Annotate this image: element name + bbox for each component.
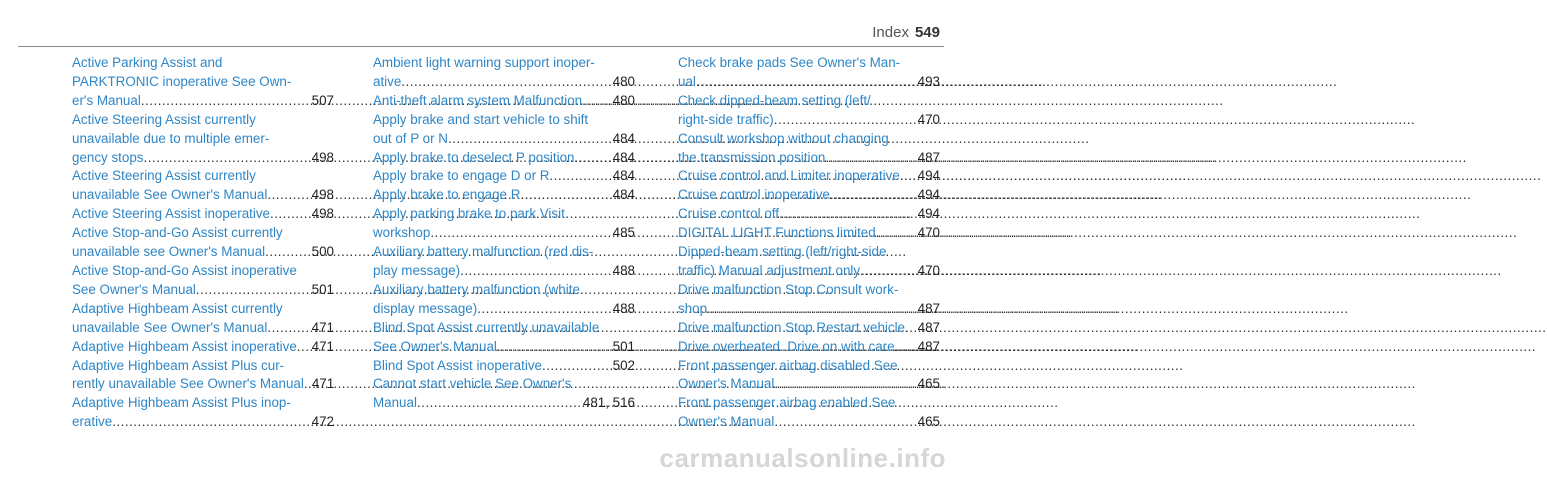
index-entry-page[interactable]: 484 <box>612 130 635 146</box>
index-entry-line[interactable]: Adaptive Highbeam Assist Plus inop- <box>72 395 291 411</box>
index-entry-page[interactable]: 480 <box>612 73 635 89</box>
index-entry[interactable] <box>678 338 940 357</box>
dot-leader <box>696 73 914 92</box>
index-entry[interactable] <box>373 54 635 92</box>
index-entry[interactable] <box>373 92 635 111</box>
index-entry-last-row <box>678 167 940 186</box>
index-entry[interactable] <box>373 205 635 243</box>
dot-leader <box>112 413 307 432</box>
index-entry-line[interactable]: Active Parking Assist and <box>72 55 223 70</box>
index-entry-text <box>72 357 334 395</box>
index-entry[interactable] <box>373 281 635 319</box>
index-entry-last-row <box>678 224 940 243</box>
dot-leader <box>430 224 608 243</box>
index-entry-last-row <box>373 357 635 376</box>
index-entry[interactable] <box>678 54 940 92</box>
index-entry-last-row <box>373 149 635 168</box>
index-entry-line[interactable]: gency stops <box>72 149 144 165</box>
index-entry-line[interactable]: Apply brake to engage D or R <box>373 168 550 184</box>
index-entry-text <box>373 205 635 243</box>
index-column-1 <box>72 54 334 432</box>
index-entry-text <box>373 281 635 319</box>
index-entry-text <box>72 205 334 224</box>
dot-leader <box>574 149 608 168</box>
index-entry-line[interactable]: Owner's Manual <box>678 376 775 392</box>
index-entry-line[interactable]: Cruise control and Limiter inoperative <box>678 168 900 184</box>
index-entry-line[interactable]: Consult workshop without changing <box>678 130 889 146</box>
index-entry-line[interactable]: Dipped-beam setting (left/right-side <box>678 244 887 260</box>
index-entry-last-row <box>373 186 635 205</box>
index-entry-page[interactable]: 488 <box>612 300 635 316</box>
dot-leader <box>477 300 608 319</box>
index-entry-last-row <box>72 413 334 432</box>
index-entry-page[interactable]: 501 <box>612 338 635 354</box>
dot-leader <box>774 413 913 432</box>
index-entry-line[interactable]: See Owner's Manual <box>72 281 196 297</box>
index-entry[interactable] <box>373 149 635 168</box>
index-entry[interactable] <box>373 243 635 281</box>
index-entry-line[interactable]: play message) <box>373 262 461 278</box>
index-entry-line[interactable]: Drive malfunction Stop Restart vehicle <box>678 319 905 335</box>
dot-leader <box>876 224 914 243</box>
index-column-3 <box>678 54 940 432</box>
index-entry-last-row <box>678 149 940 168</box>
dot-leader <box>267 186 307 205</box>
index-entry-last-row <box>678 262 940 281</box>
index-entry[interactable] <box>373 319 635 357</box>
index-entry-page[interactable]: 494 <box>917 168 940 184</box>
index-entry-line[interactable]: Cannot start vehicle See Owner's <box>373 376 572 392</box>
index-entry-text <box>678 394 940 432</box>
dot-leader <box>265 243 308 262</box>
index-entry-line[interactable]: out of P or N <box>373 130 448 146</box>
index-entry-last-row <box>678 375 940 394</box>
dot-leader <box>542 357 609 376</box>
index-entry[interactable] <box>678 205 940 224</box>
dot-leader <box>270 205 308 224</box>
index-entry-last-row <box>72 338 334 357</box>
index-entry-page[interactable]: 471 <box>311 319 334 335</box>
index-entry-line[interactable]: PARKTRONIC inoperative See Own- <box>72 73 292 89</box>
index-entry-line[interactable]: Active Stop-and-Go Assist inoperative <box>72 262 297 278</box>
index-entry-line[interactable]: DIGITAL LIGHT Functions limited <box>678 225 876 241</box>
dot-leader <box>448 130 609 149</box>
index-entry-last-row <box>72 92 334 111</box>
index-entry-page[interactable]: 481, 516 <box>582 395 635 411</box>
dot-leader <box>141 92 308 111</box>
index-entry[interactable] <box>72 205 334 224</box>
index-entry-last-row <box>678 319 940 338</box>
index-entry-line[interactable]: Owner's Manual <box>678 414 775 430</box>
index-entry-text <box>678 92 940 130</box>
index-entry[interactable] <box>678 186 940 205</box>
index-entry-last-row <box>72 243 334 262</box>
index-entry-last-row <box>373 92 635 111</box>
index-entry-line[interactable]: Apply parking brake to park Visit <box>373 206 565 222</box>
dot-leader <box>774 111 914 130</box>
index-entry[interactable] <box>373 167 635 186</box>
dot-leader <box>900 167 914 186</box>
index-entry-text <box>678 54 940 92</box>
index-entry-text <box>72 54 334 111</box>
index-entry-last-row <box>373 130 635 149</box>
index-entry-line[interactable]: Blind Spot Assist inoperative <box>373 357 542 373</box>
index-entry[interactable] <box>678 92 940 130</box>
index-entry-line[interactable]: Auxiliary battery malfunction (red dis- <box>373 244 594 260</box>
dot-leader <box>497 338 609 357</box>
index-entry[interactable] <box>678 394 940 432</box>
watermark: carmanualsonline.info <box>659 443 946 473</box>
index-entry-line[interactable]: Active Steering Assist inoperative <box>72 206 270 222</box>
index-entry-page[interactable]: 488 <box>612 262 635 278</box>
dot-leader <box>401 73 608 92</box>
index-entry-last-row <box>373 73 635 92</box>
index-entry[interactable] <box>72 167 334 205</box>
index-entry-last-row <box>678 111 940 130</box>
index-entry-line[interactable]: display message) <box>373 300 478 316</box>
index-entry-line[interactable]: rently unavailable See Owner's Manual <box>72 376 304 392</box>
index-entry-line[interactable]: Manual <box>373 395 417 411</box>
index-entry-last-row <box>72 375 334 394</box>
index-entry[interactable] <box>72 357 334 395</box>
index-entry-page[interactable]: 487 <box>917 149 940 165</box>
index-entry-text <box>72 394 334 432</box>
dot-leader <box>297 338 308 357</box>
index-entry[interactable] <box>373 357 635 376</box>
index-entry-last-row <box>72 319 334 338</box>
page-header <box>872 24 940 41</box>
dot-leader <box>143 149 307 168</box>
index-entry-page[interactable]: 484 <box>612 168 635 184</box>
index-entry-text <box>678 167 940 186</box>
dot-leader <box>774 375 913 394</box>
index-entry-text <box>373 54 635 92</box>
index-entry-line[interactable]: Apply brake to deselect P position <box>373 149 575 165</box>
index-entry[interactable] <box>678 167 940 186</box>
index-entry-page[interactable]: 472 <box>311 414 334 430</box>
index-entry-line[interactable]: Cruise control inoperative <box>678 187 830 203</box>
index-entry-text <box>373 92 635 111</box>
index-entry-page[interactable]: 465 <box>917 376 940 392</box>
index-entry-line[interactable]: Ambient light warning support inoper- <box>373 55 595 70</box>
index-entry-page[interactable]: 493 <box>917 73 940 89</box>
index-entry-line[interactable]: Apply brake to engage R <box>373 187 521 203</box>
index-entry-page[interactable]: 498 <box>311 206 334 222</box>
index-entry-line[interactable]: unavailable due to multiple emer- <box>72 130 270 146</box>
index-entry-text <box>678 186 940 205</box>
index-entry-line[interactable]: Active Steering Assist currently <box>72 168 256 184</box>
index-entry[interactable] <box>72 300 334 338</box>
index-entry-last-row <box>373 300 635 319</box>
index-entry-line[interactable]: Adaptive Highbeam Assist inoperative <box>72 338 297 354</box>
index-entry-text <box>373 357 635 376</box>
dot-leader <box>707 300 914 319</box>
index-entry-line[interactable]: Check dipped-beam setting (left/ <box>678 92 871 108</box>
dot-leader <box>860 262 914 281</box>
index-entry-page[interactable]: 494 <box>917 206 940 222</box>
index-entry-text <box>373 111 635 149</box>
index-entry-line[interactable]: the transmission position <box>678 149 826 165</box>
index-entry-line[interactable]: Active Stop-and-Go Assist currently <box>72 225 283 241</box>
header-page-number: 549 <box>914 24 940 41</box>
index-entry-line[interactable]: See Owner's Manual <box>373 338 497 354</box>
index-entry-last-row <box>678 186 940 205</box>
index-entry[interactable] <box>678 319 940 338</box>
index-entry[interactable] <box>72 394 334 432</box>
index-entry-line[interactable]: workshop <box>373 225 431 241</box>
index-entry[interactable] <box>373 186 635 205</box>
index-entry-line[interactable]: ative <box>373 73 402 89</box>
index-entry[interactable] <box>678 281 940 319</box>
index-entry-last-row <box>72 205 334 224</box>
index-entry-page[interactable]: 501 <box>311 281 334 297</box>
index-entry-text <box>678 319 940 338</box>
index-entry-last-row <box>678 205 940 224</box>
index-entry-page[interactable]: 470 <box>917 262 940 278</box>
dot-leader <box>825 149 913 168</box>
index-entry-page[interactable]: 487 <box>917 319 940 335</box>
index-entry-text <box>373 167 635 186</box>
index-entry-text <box>72 300 334 338</box>
index-entry-line[interactable]: traffic) Manual adjustment only <box>678 262 861 278</box>
index-entry-line[interactable]: Cruise control off <box>678 206 779 222</box>
dot-leader <box>905 319 914 338</box>
header-title: Index <box>872 24 909 41</box>
index-entry[interactable] <box>678 243 940 281</box>
index-entry[interactable] <box>72 111 334 168</box>
index-entry-page[interactable]: 494 <box>917 187 940 203</box>
index-entry-line[interactable]: er's Manual <box>72 92 141 108</box>
dot-leader <box>196 281 308 300</box>
index-entry-page[interactable]: 465 <box>917 414 940 430</box>
dot-leader <box>267 319 307 338</box>
index-entry-page[interactable]: 470 <box>917 111 940 127</box>
index-entry-page[interactable]: 507 <box>311 92 334 108</box>
index-entry-line[interactable]: Front passenger airbag enabled See <box>678 395 896 411</box>
dot-leader <box>895 338 914 357</box>
index-entry[interactable] <box>373 111 635 149</box>
dot-leader <box>520 186 608 205</box>
index-entry-last-row <box>678 73 940 92</box>
index-entry-last-row <box>373 338 635 357</box>
index-entry[interactable] <box>373 375 635 413</box>
index-entry-text <box>72 262 334 300</box>
index-entry-text <box>373 186 635 205</box>
index-entry-last-row <box>373 167 635 186</box>
header-divider <box>18 46 944 47</box>
dot-leader <box>549 167 608 186</box>
index-entry-last-row <box>72 186 334 205</box>
index-entry-text <box>678 338 940 357</box>
index-entry-page[interactable]: 502 <box>612 357 635 373</box>
index-entry-line[interactable]: unavailable See Owner's Manual <box>72 319 268 335</box>
index-entry-line[interactable]: Blind Spot Assist currently unavailable <box>373 319 600 335</box>
dot-leader <box>779 205 914 224</box>
index-entry-text <box>373 243 635 281</box>
index-entry-line[interactable]: Front passenger airbag disabled See <box>678 357 898 373</box>
index-entry[interactable] <box>72 54 334 111</box>
index-entry-text <box>678 130 940 168</box>
index-entry-page[interactable]: 500 <box>311 244 334 260</box>
index-entry-text <box>373 319 635 357</box>
index-entry-line[interactable]: erative <box>72 414 113 430</box>
index-entry-text <box>72 111 334 168</box>
index-entry-line[interactable]: Drive malfunction Stop Consult work- <box>678 281 899 297</box>
dot-leader <box>830 186 914 205</box>
index-entry-text <box>72 224 334 262</box>
index-entry-text <box>678 281 940 319</box>
index-entry-last-row <box>72 281 334 300</box>
index-entry-page[interactable]: 487 <box>917 338 940 354</box>
index-entry-text <box>678 357 940 395</box>
index-entry-last-row <box>678 300 940 319</box>
index-entry-page[interactable]: 485 <box>612 225 635 241</box>
index-entry-text <box>373 375 635 413</box>
index-entry-page[interactable]: 471 <box>311 376 335 392</box>
index-entry-line[interactable]: Apply brake and start vehicle to shift <box>373 111 589 127</box>
dot-leader <box>460 262 609 281</box>
index-entry-last-row <box>678 413 940 432</box>
index-entry-line[interactable]: Active Steering Assist currently <box>72 111 256 127</box>
index-entry-page[interactable]: 484 <box>612 187 635 203</box>
index-entry-line[interactable]: ual <box>678 73 696 89</box>
index-entry-last-row <box>373 262 635 281</box>
index-entry[interactable] <box>72 338 334 357</box>
index-entry-text <box>72 167 334 205</box>
index-entry-page[interactable]: 498 <box>311 187 334 203</box>
index-entry-line[interactable]: right-side traffic) <box>678 111 774 127</box>
index-entry-text <box>678 205 940 224</box>
index-entry-page[interactable]: 480 <box>612 92 635 108</box>
index-entry-page[interactable]: 498 <box>311 149 334 165</box>
index-entry[interactable] <box>72 224 334 262</box>
index-entry-line[interactable]: Check brake pads See Owner's Man- <box>678 55 901 70</box>
index-entry-last-row <box>373 394 635 413</box>
index-entry[interactable] <box>678 224 940 243</box>
index-entry-line[interactable]: unavailable See Owner's Manual <box>72 187 268 203</box>
index-entry-line[interactable]: Auxiliary battery malfunction (white <box>373 281 580 297</box>
index-entry-page[interactable]: 470 <box>917 225 940 241</box>
index-entry-page[interactable]: 487 <box>917 300 940 316</box>
index-entry-text <box>678 243 940 281</box>
index-entry-line[interactable]: Drive overheated. Drive on with care <box>678 338 895 354</box>
index-entry-last-row <box>373 224 635 243</box>
index-entry-line[interactable]: unavailable see Owner's Manual <box>72 244 266 260</box>
index-column-2 <box>373 54 635 413</box>
index-entry-line[interactable]: Adaptive Highbeam Assist Plus cur- <box>72 357 285 373</box>
index-entry[interactable] <box>72 262 334 300</box>
index-entry[interactable] <box>678 357 940 395</box>
index-entry-line[interactable]: Anti-theft alarm system Malfunction <box>373 92 583 108</box>
index-entry[interactable] <box>678 130 940 168</box>
dot-leader <box>417 394 579 413</box>
index-entry-line[interactable]: Adaptive Highbeam Assist currently <box>72 300 283 316</box>
index-entry-last-row <box>72 149 334 168</box>
index-entry-line[interactable]: shop <box>678 300 708 316</box>
index-entry-text <box>72 338 334 357</box>
index-entry-page[interactable]: 471 <box>311 338 334 354</box>
index-entry-text <box>678 224 940 243</box>
index-entry-text <box>373 149 635 168</box>
dot-leader <box>582 92 609 111</box>
index-entry-last-row <box>678 338 940 357</box>
index-entry-page[interactable]: 484 <box>612 149 635 165</box>
